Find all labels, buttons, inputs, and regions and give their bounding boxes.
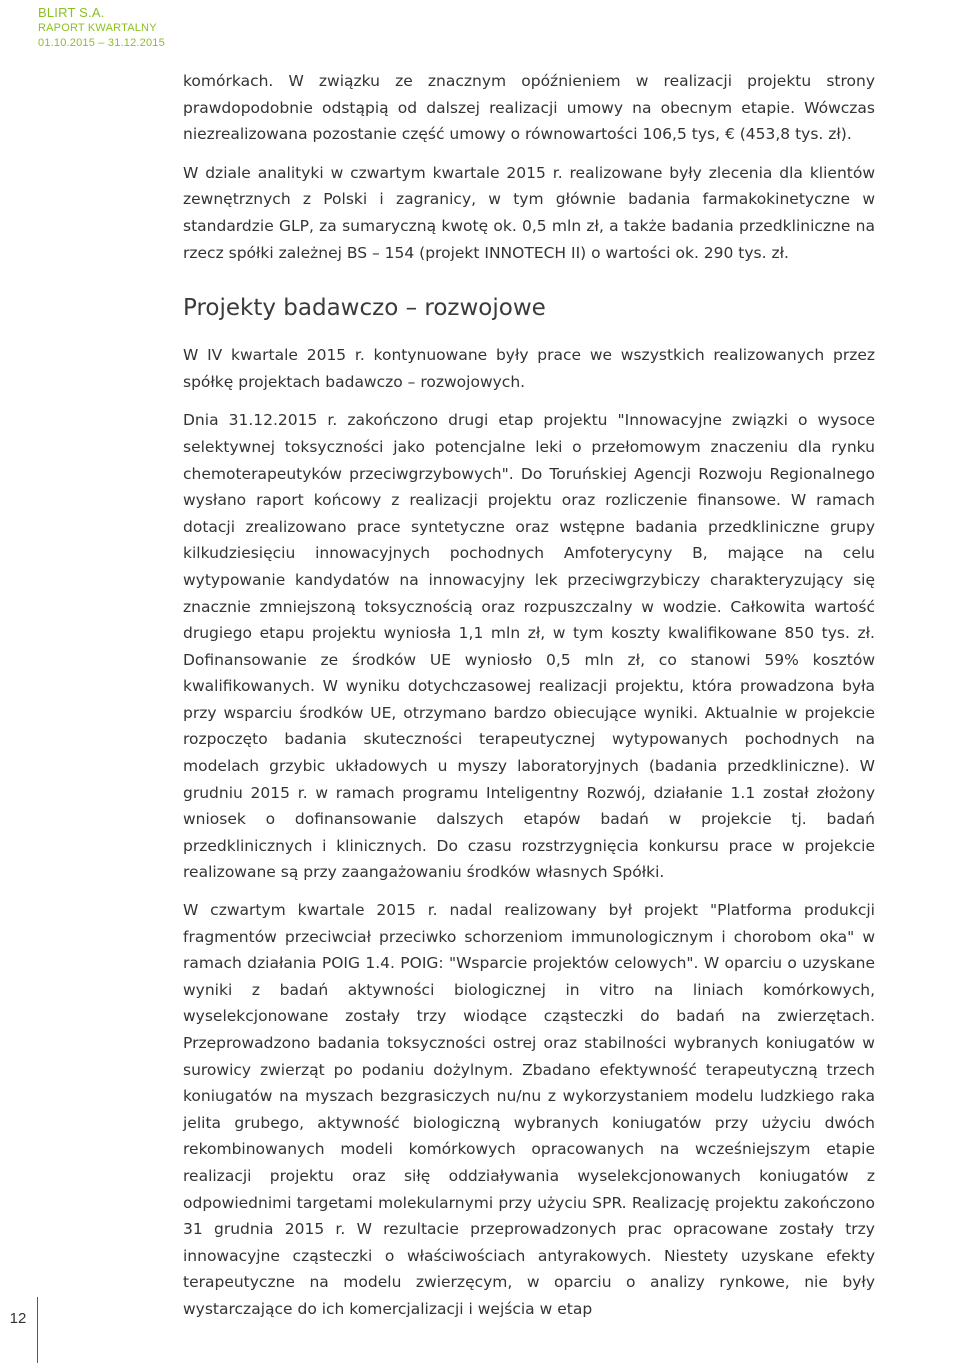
document-body [183, 68, 875, 1323]
page-number-tab [0, 1297, 38, 1363]
paragraph-antibody-platform-project: W czwartym kwartale 2015 r. nadal realizowany był projekt "Platforma produkcji fragmentów przeciwciał przeciwko schorzeniom immunologicznym i chorobom oka" w ramach działania POIG 1.4. POIG: "Wsparcie projektów celowych". W oparciu o uzyskane wyniki z badań aktywności biologicznej in vitro na liniach komórkowych, wyselekcjonowane zostały trzy wiodące cząsteczki do badań na zwierzętach. Przeprowadzono badania toksyczności ostrej oraz stabilności wybranych koniugatów w surowicy zwierząt po podaniu dożylnym. Zbadano efektywność terapeutyczną trzech koniugatów na myszach bezgrasiczych nu/nu z wykorzystaniem modelu ludzkiego raka jelita grubego, aktywność biologiczną wybranych koniugatów przy użyciu dwóch rekombinowanych modeli komórkowych opracowanych na wcześniejszym etapie realizacji projektu oraz siłę oddziaływania wyselekcjonowanych koniugatów z odpowiednimi targetami molekularnymi przy użyciu SPR. Realizację projektu zakończono 31 grudnia 2015 r. W rezultacie przeprowadzonych prac opracowane zostały trzy innowacyjne cząsteczki o właściwościach antyrakowych. Niestety uzyskane efekty terapeutyczne na modelu zwierzęcym, w oparciu o analizy rynkowe, nie były wystarczające do ich komercjalizacji i wejścia w etap [183, 901, 875, 1318]
document-header [38, 4, 165, 51]
paragraph-analytics-department: W dziale analityki w czwartym kwartale 2015 r. realizowane były zlecenia dla klientów zewnętrznych z Polski i zagranicy, w tym głównie badania farmakokinetyczne w standardzie GLP, za sumaryczną kwotę ok. 0,5 mln zł, a także badania przedkliniczne na rzecz spółki zależnej BS – 154 (projekt INNOTECH II) o wartości ok. 290 tys. zł. [183, 163, 875, 262]
section-heading-rd-projects: Projekty badawczo – rozwojowe [183, 295, 546, 322]
paragraph-antifungal-project: Dnia 31.12.2015 r. zakończono drugi etap projektu "Innowacyjne związki o wysoce selektywnej toksyczności jako potencjalne leki o przełomowym znaczeniu dla rynku chemoterapeutyków przeciwgrzybowych". Do Toruńskiej Agencji Rozwoju Regionalnego wysłano raport końcowy z realizacji projektu oraz rozliczenie finansowe. W ramach dotacji zrealizowano prace syntetyczne oraz wstępne badania przedkliniczne grupy kilkudziesięciu innowacyjnych pochodnych Amfoterycyny B, mające na celu wytypowanie kandydatów na innowacyjny lek przeciwgrzybiczy charakteryzujący się znacznie zmniejszoną toksycznością oraz rozpuszczalny w wodzie. Całkowita wartość drugiego etapu projektu wyniosła 1,1 mln zł, w tym koszty kwalifikowane 850 tys. zł. Dofinansowanie ze środków UE wyniosło 0,5 mln zł, co stanowi 59% kosztów kwalifikowanych. W wyniku dotychczasowej realizacji projektu, która prowadzona była przy wsparciu środków UE, otrzymano bardzo obiecujące wyniki. Aktualnie w projekcie rozpoczęto badania skuteczności terapeutycznej wytypowanych pochodnych na modelach grzybic układowych u myszy laboratoryjnych (badania przedkliniczne). W grudniu 2015 r. w ramach programu Inteligentny Rozwój, działanie 1.1 został złożony wniosek o dofinansowanie dalszych etapów badań w projekcie tj. badań przedklinicznych i klinicznych. Do czasu rozstrzygnięcia konkursu prace w projekcie realizowane są przy zaangażowaniu środków własnych Spółki. [183, 411, 875, 882]
report-period: 01.10.2015 – 31.12.2015 [38, 37, 165, 49]
page-number: 12 [9, 1310, 27, 1327]
company-name: BLIRT S.A. [38, 5, 105, 20]
paragraph-contract-withdrawal: komórkach. W związku ze znacznym opóźnieniem w realizacji projektu strony prawdopodobnie odstąpią od dalszej realizacji umowy na obecnym etapie. Wówczas niezrealizowana pozostanie część umowy o równowartości 106,5 tys, € (453,8 tys. zł). [183, 72, 875, 144]
report-type: RAPORT KWARTALNY [38, 22, 157, 34]
paragraph-rd-continuation: W IV kwartale 2015 r. kontynuowane były prace we wszystkich realizowanych przez spółkę projektach badawczo – rozwojowych. [183, 346, 875, 391]
